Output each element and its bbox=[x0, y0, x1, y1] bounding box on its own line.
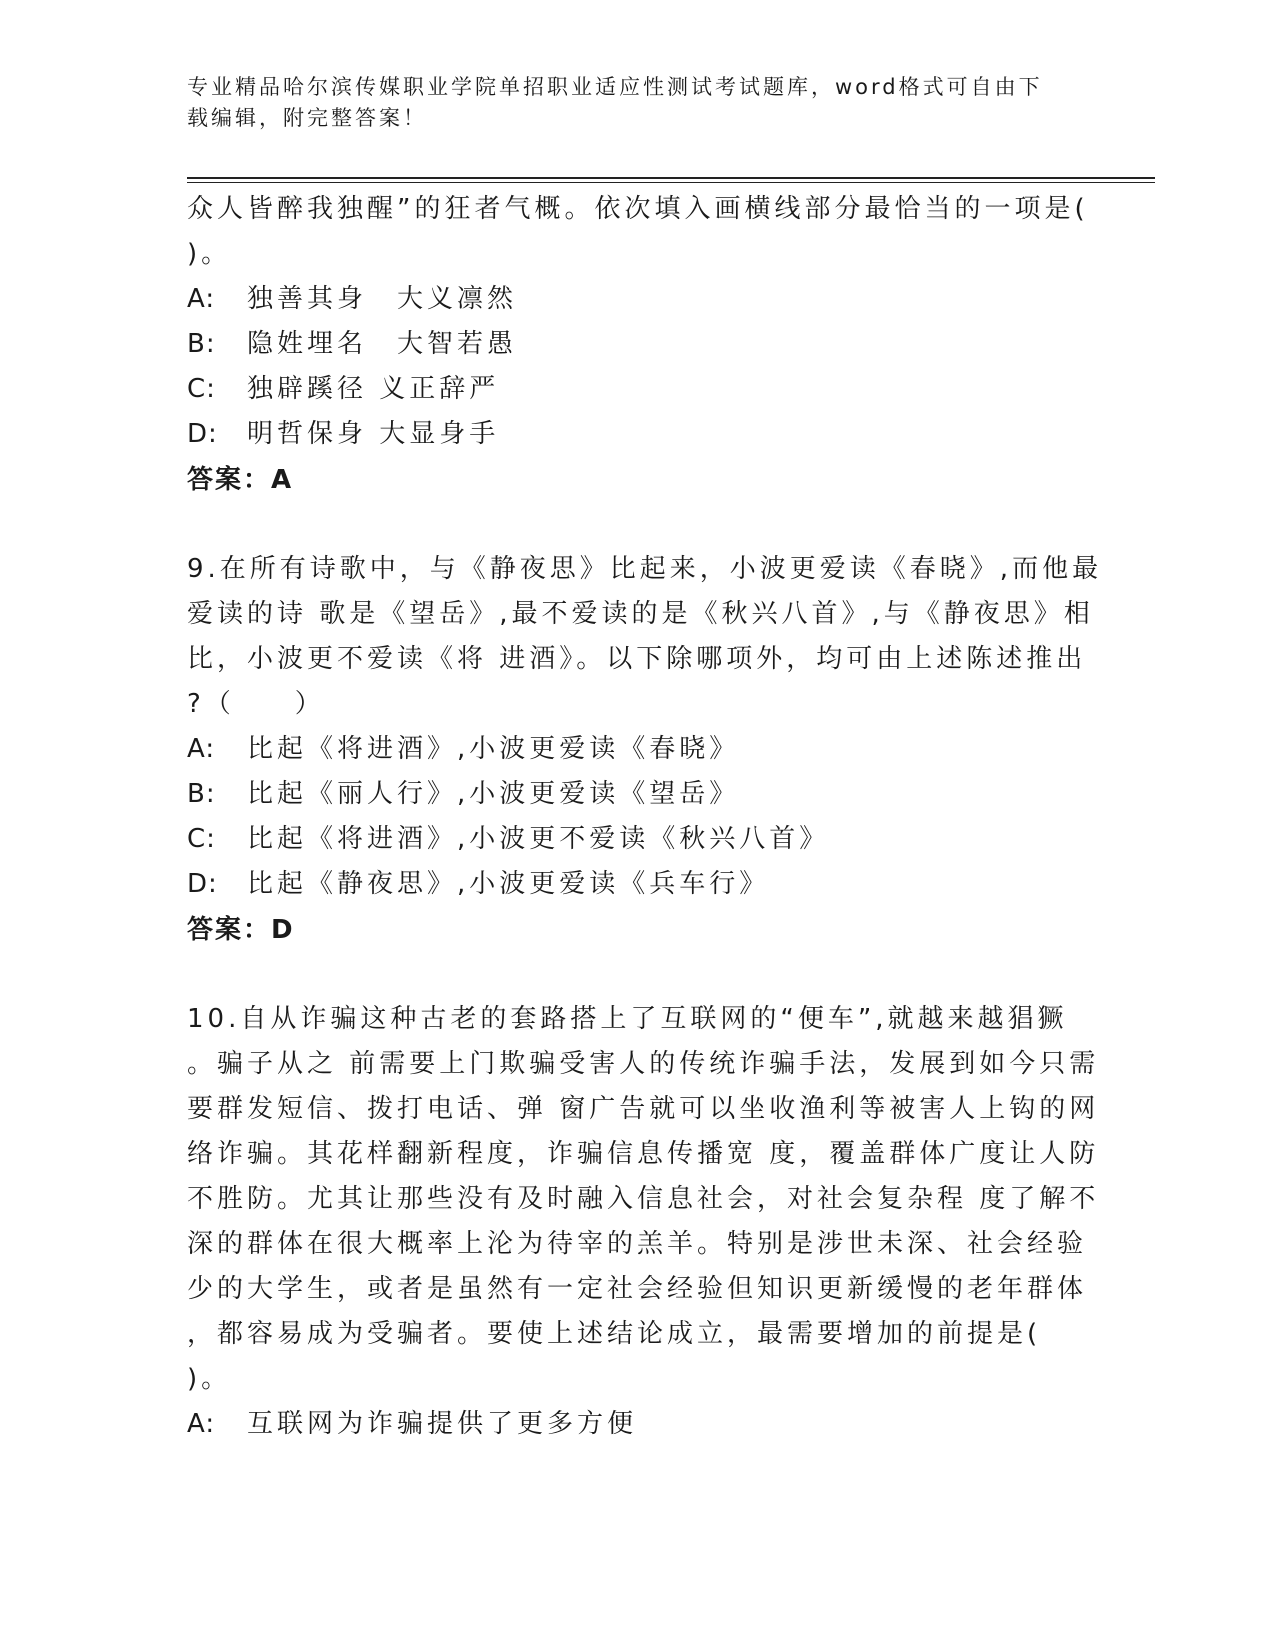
option-d bbox=[187, 412, 1077, 457]
answer-line: 答案：A bbox=[187, 465, 294, 495]
question-text-line: 不胜防。尤其让那些没有及时融入信息社会，对社会复杂程 度了解不 bbox=[187, 1184, 1100, 1214]
option-text: 独善其身 大义凛然 bbox=[247, 284, 518, 314]
page-header bbox=[187, 72, 1067, 134]
answer-line: 答案：D bbox=[187, 915, 295, 945]
option-text: 比起《静夜思》,小波更爱读《兵车行》 bbox=[247, 869, 770, 899]
question-text-line: 络诈骗。其花样翻新程度，诈骗信息传播宽 度，覆盖群体广度让人防 bbox=[187, 1139, 1100, 1169]
option-text: 明哲保身 大显身手 bbox=[247, 419, 500, 449]
option-label: D: bbox=[187, 419, 218, 449]
option-d bbox=[187, 862, 1077, 907]
question-8 bbox=[187, 187, 1089, 503]
option-c bbox=[187, 367, 1077, 412]
option-text: 比起《将进酒》,小波更爱读《春晓》 bbox=[247, 734, 740, 764]
option-b bbox=[187, 322, 1077, 367]
option-a bbox=[187, 727, 1077, 772]
option-label: B: bbox=[187, 779, 216, 809]
header-line-1: 专业精品哈尔滨传媒职业学院单招职业适应性测试考试题库，word格式可自由下 bbox=[187, 75, 1043, 99]
option-c bbox=[187, 817, 1077, 862]
question-text-line: 要群发短信、拨打电话、弹 窗广告就可以坐收渔利等被害人上钩的网 bbox=[187, 1094, 1100, 1124]
option-b bbox=[187, 772, 1077, 817]
option-text: 互联网为诈骗提供了更多方便 bbox=[247, 1409, 638, 1439]
question-text-line: 爱读的诗 歌是《望岳》,最不爱读的是《秋兴八首》,与《静夜思》相 bbox=[187, 599, 1094, 629]
question-text-line: 10.自从诈骗这种古老的套路搭上了互联网的“便车”,就越来越猖獗 bbox=[187, 1004, 1068, 1034]
header-rule-thin bbox=[187, 182, 1155, 183]
question-text-line: 9.在所有诗歌中，与《静夜思》比起来，小波更爱读《春晓》,而他最 bbox=[187, 554, 1103, 584]
option-text: 独辟蹊径 义正辞严 bbox=[247, 374, 500, 404]
option-label: A: bbox=[187, 734, 216, 764]
question-10 bbox=[187, 997, 1100, 1447]
spacer bbox=[187, 503, 1077, 547]
option-a bbox=[187, 277, 1077, 322]
option-label: B: bbox=[187, 329, 216, 359]
option-text: 隐姓埋名 大智若愚 bbox=[247, 329, 518, 359]
question-9 bbox=[187, 547, 1103, 953]
question-text-line: )。 bbox=[187, 1364, 232, 1394]
question-text-line: ，都容易成为受骗者。要使上述结论成立，最需要增加的前提是( bbox=[187, 1319, 1042, 1349]
option-label: C: bbox=[187, 824, 216, 854]
option-label: A: bbox=[187, 284, 216, 314]
question-text-line: 。骗子从之 前需要上门欺骗受害人的传统诈骗手法，发展到如今只需 bbox=[187, 1049, 1100, 1079]
option-label: D: bbox=[187, 869, 218, 899]
question-text-line: 少的大学生，或者是虽然有一定社会经验但知识更新缓慢的老年群体 bbox=[187, 1274, 1088, 1304]
option-text: 比起《丽人行》,小波更爱读《望岳》 bbox=[247, 779, 740, 809]
option-a bbox=[187, 1402, 1077, 1447]
header-rule-thick bbox=[187, 177, 1155, 179]
spacer bbox=[187, 953, 1077, 997]
question-text-line: 众人皆醉我独醒”的狂者气概。依次填入画横线部分最恰当的一项是( bbox=[187, 194, 1089, 224]
option-label: A: bbox=[187, 1409, 216, 1439]
question-text-line: )。 bbox=[187, 239, 232, 269]
question-text-line: 深的群体在很大概率上沦为待宰的羔羊。特别是涉世未深、社会经验 bbox=[187, 1229, 1088, 1259]
option-label: C: bbox=[187, 374, 216, 404]
header-line-2: 载编辑，附完整答案！ bbox=[187, 106, 427, 130]
option-text: 比起《将进酒》,小波更不爱读《秋兴八首》 bbox=[247, 824, 830, 854]
question-text-line: 比，小波更不爱读《将 进酒》。以下除哪项外，均可由上述陈述推出 bbox=[187, 644, 1087, 674]
question-text-line: ?（ ） bbox=[187, 689, 325, 719]
document-body bbox=[187, 187, 1103, 1447]
